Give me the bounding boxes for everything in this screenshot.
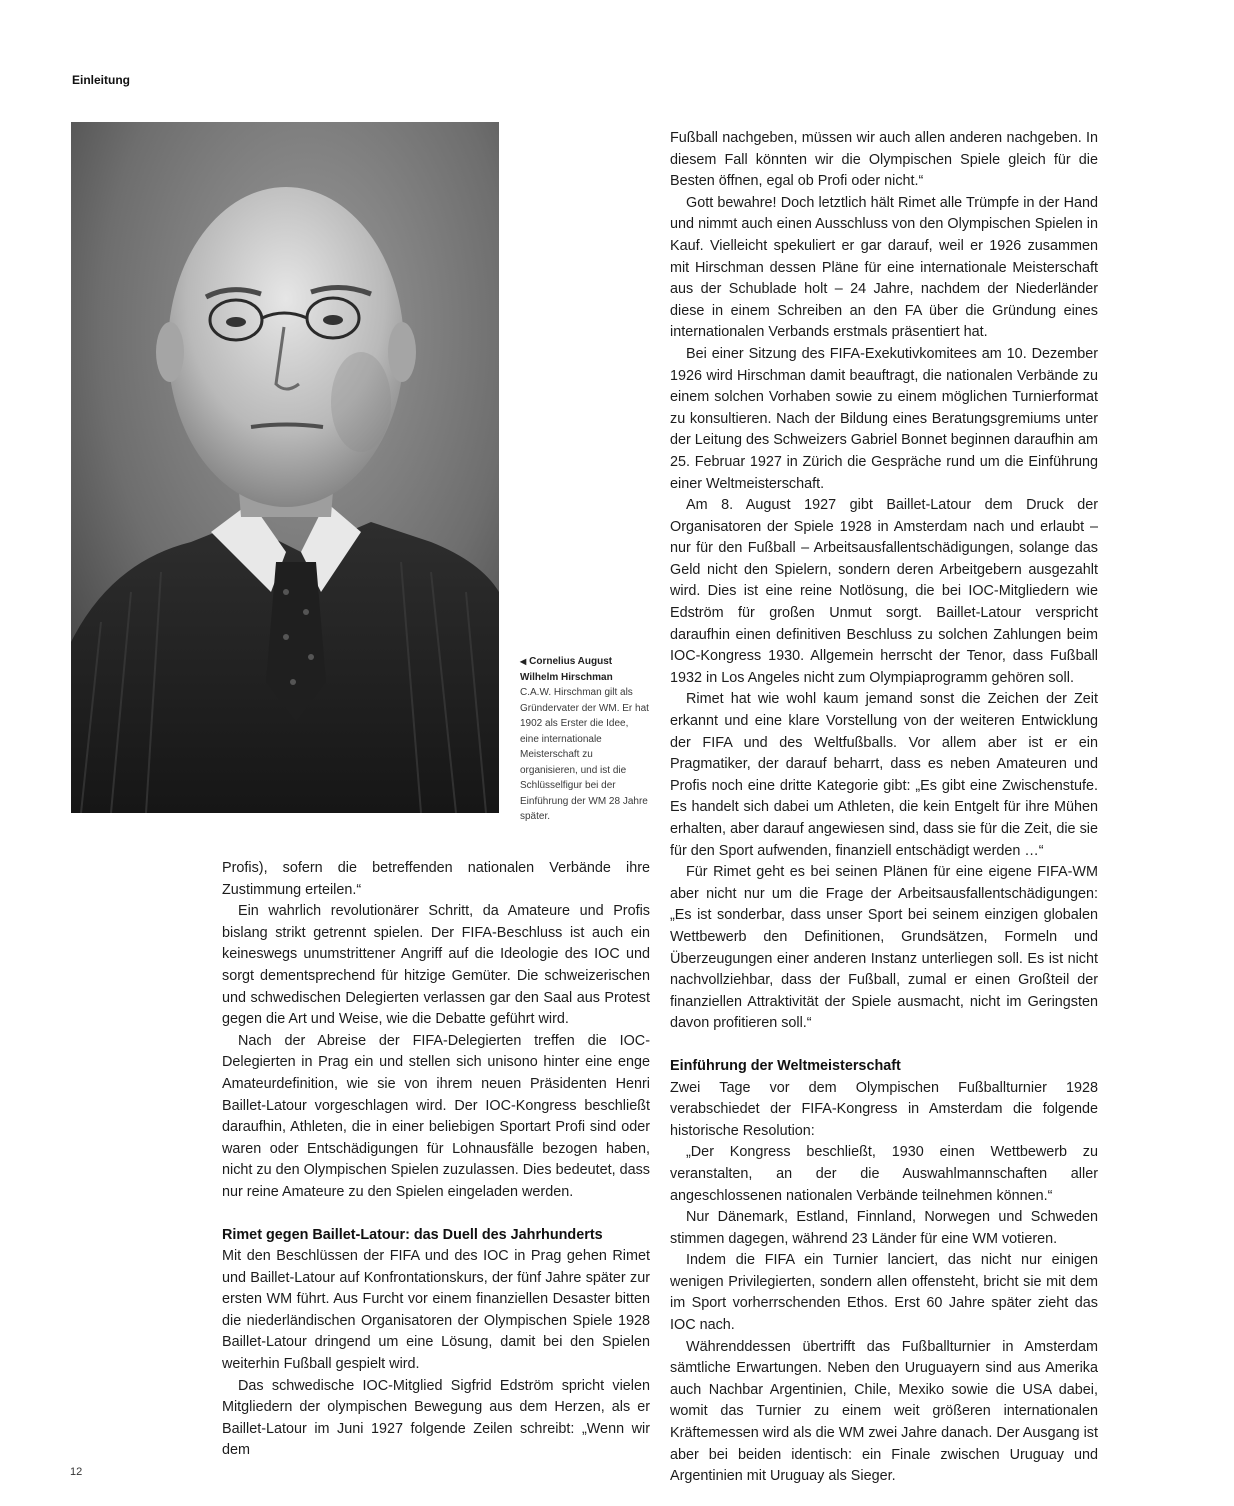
paragraph: Indem die FIFA ein Turnier lanciert, das nicht nur einigen wenigen Privilegierten, sondern allen offensteht, bricht sie mit dem im Sport vorherrschenden Ethos. Erst 60 Jahre später zieht das IOC nach. [670, 1252, 1098, 1334]
paragraph: Rimet hat wie wohl kaum jemand sonst die Zeichen der Zeit erkannt und eine klare Vorstellung von der weiteren Entwicklung der FIFA und des Weltfußballs. Vor allem aber ist er ein Pragmatiker, der darauf beharrt, dass es neben Amateuren und Profis noch eine dritte Kategorie gibt: „Es gibt eine Zwischenstufe. Es handelt sich dabei um Athleten, die kein Entgelt für ihre Mühen erhalten, aber darauf angewiesen sind, dass sie für die Zeit, die sie für den Sport aufwenden, finanziell entschädigt werden …“ [670, 691, 1098, 859]
paragraph: Währenddessen übertrifft das Fußballturnier in Amsterdam sämtliche Erwartungen. Neben den Uruguayern sind aus Amerika auch Nachbar Argentinien, Chile, Mexiko sowie die USA dabei, womit das Turnier zu einem weit größeren internationalen Kräftemessen wird als die WM zwei Jahre danach. Der Ausgang ist aber bei beiden identisch: ein Finale zwischen Uruguay und Argentinien mit Uruguay als Sieger. [670, 1338, 1098, 1485]
paragraph: Nur Dänemark, Estland, Finnland, Norwegen und Schweden stimmen dagegen, während 23 Länder für eine WM votieren. [670, 1209, 1098, 1247]
caption-title-line1: Cornelius August [529, 656, 613, 667]
photo-caption [520, 654, 650, 825]
left-text-column [222, 858, 650, 1462]
portrait-photo [71, 122, 499, 813]
quote-paragraph: „Der Kongress beschließt, 1930 einen Wettbewerb zu veranstalten, an der die Auswahlmannschaften aller angeschlossenen nationalen Verbände teilnehmen können.“ [670, 1144, 1098, 1204]
section-heading: Einführung der Weltmeisterschaft [670, 1057, 901, 1074]
portrait-illustration [71, 122, 499, 813]
paragraph: Bei einer Sitzung des FIFA-Exekutivkomitees am 10. Dezember 1926 wird Hirschman damit beauftragt, die nationalen Verbände zu einem solchen Vorhaben sowie zu einem möglichen Turnierformat zu konsultieren. Nach der Bildung eines Beratungsgremiums unter der Leitung des Schweizers Gabriel Bonnet beginnen daraufhin am 25. Februar 1927 in Zürich die Gespräche rund um die Einführung einer Weltmeisterschaft. [670, 345, 1098, 492]
paragraph: Das schwedische IOC-Mitglied Sigfrid Edström spricht vielen Mitgliedern der olympischen Bewegung aus dem Herzen, als er Baillet-Latour im Juni 1927 folgende Zeilen schreibt: „Wenn wir dem [222, 1377, 650, 1459]
caption-title-line2: Wilhelm Hirschman [520, 671, 613, 683]
caption-text: C.A.W. Hirschman gilt als Gründervater der WM. Er hat 1902 als Erster die Idee, eine internationale Meisterschaft zu organisieren, und ist die Schlüsselfigur bei der Einführung der WM 28 Jahre später. [520, 687, 649, 822]
paragraph: Für Rimet geht es bei seinen Plänen für eine eigene FIFA-WM aber nicht nur um die Frage der Arbeitsausfallentschädigungen: „Es ist sonderbar, dass unser Sport bei seinem einzigen globalen Wettbewerb den Definitionen, Grundsätzen, Formeln und Überzeugungen einer anderen Instanz unterliegen soll. Es ist nicht nachvollziehbar, dass der Fußball, zumal er einen Großteil der finanziellen Attraktivität der Spiele ausmacht, nicht im Geringsten davon profitieren soll.“ [670, 864, 1098, 1032]
paragraph: Zwei Tage vor dem Olympischen Fußballturnier 1928 verabschiedet der FIFA-Kongress in Amsterdam die folgende historische Resolution: [670, 1079, 1098, 1139]
paragraph: Am 8. August 1927 gibt Baillet-Latour dem Druck der Organisatoren der Spiele 1928 in Amsterdam nach und erlaubt – nur für den Fußball – Arbeitsausfallentschädigungen, solange das Geld nicht den Spielern, sondern deren Arbeitgebern ausgezahlt wird. Dies ist eine reine Notlösung, die bei IOC-Mitgliedern wie Edström für großen Unmut sorgt. Baillet-Latour verspricht daraufhin einen definitiven Beschluss zu solchen Zahlungen beim IOC-Kongress 1930. Allgemein herrscht der Tenor, dass Fußball 1932 in Los Angeles nicht zum Olympiaprogramm gehören soll. [670, 497, 1098, 686]
page-number: 12 [70, 1466, 83, 1478]
section-heading: Rimet gegen Baillet-Latour: das Duell des Jahrhunderts [222, 1226, 603, 1243]
paragraph: Gott bewahre! Doch letztlich hält Rimet alle Trümpfe in der Hand und nimmt auch einen Ausschluss von den Olympischen Spielen in Kauf. Vielleicht spekuliert er gar darauf, weil er 1926 zusammen mit Hirschman dessen Pläne für eine internationale Meisterschaft aus der Schublade holt – 24 Jahre, nachdem der Niederländer diese in einem Schreiben an den FA über die Gründung eines internationalen Verbands erstmals präsentiert hat. [670, 194, 1098, 341]
right-text-column [670, 128, 1098, 1488]
paragraph: Profis), sofern die betreffenden nationalen Verbände ihre Zustimmung erteilen.“ [222, 860, 650, 898]
paragraph: Fußball nachgeben, müssen wir auch allen anderen nachgeben. In diesem Fall könnten wir die Olympischen Spiele gleich für die Besten öffnen, egal ob Profi oder nicht.“ [670, 130, 1098, 190]
paragraph: Ein wahrlich revolutionärer Schritt, da Amateure und Profis bislang strikt getrennt spielen. Der FIFA-Beschluss ist auch ein keineswegs unumstrittener Angriff auf die Ideologie des IOC und sorgt dementsprechend für hitzige Gemüter. Die schweizerischen und schwedischen Delegierten verlassen gar den Saal aus Protest gegen die Art und Weise, wie die Debatte geführt wird. [222, 903, 650, 1028]
paragraph: Nach der Abreise der FIFA-Delegierten treffen die IOC-Delegierten in Prag ein und stellen sich unisono hinter eine enge Amateurdefinition, wie sie von ihrem neuen Präsidenten Henri Baillet-Latour vorgeschlagen wird. Der IOC-Kongress beschließt daraufhin, Athleten, die in einer beliebigen Sportart Profi sind oder waren oder Entschädigungen für Lohnausfälle bezogen haben, nicht zu den Olympischen Spielen zuzulassen. Dies bedeutet, dass nur reine Amateure zu den Spielen eingeladen werden. [222, 1032, 650, 1200]
paragraph: Mit den Beschlüssen der FIFA und des IOC in Prag gehen Rimet und Baillet-Latour auf Konfrontationskurs, der fünf Jahre später zur ersten WM führt. Aus Furcht vor einem finanziellen Desaster bitten die niederländischen Organisatoren der Olympischen Spiele 1928 Baillet-Latour dringend um eine Lösung, damit bei den Spielen weiterhin Fußball gespielt wird. [222, 1248, 650, 1373]
caption-title [520, 654, 650, 685]
section-label: Einleitung [72, 73, 130, 87]
caption-arrow-icon: ◀ [520, 657, 527, 666]
